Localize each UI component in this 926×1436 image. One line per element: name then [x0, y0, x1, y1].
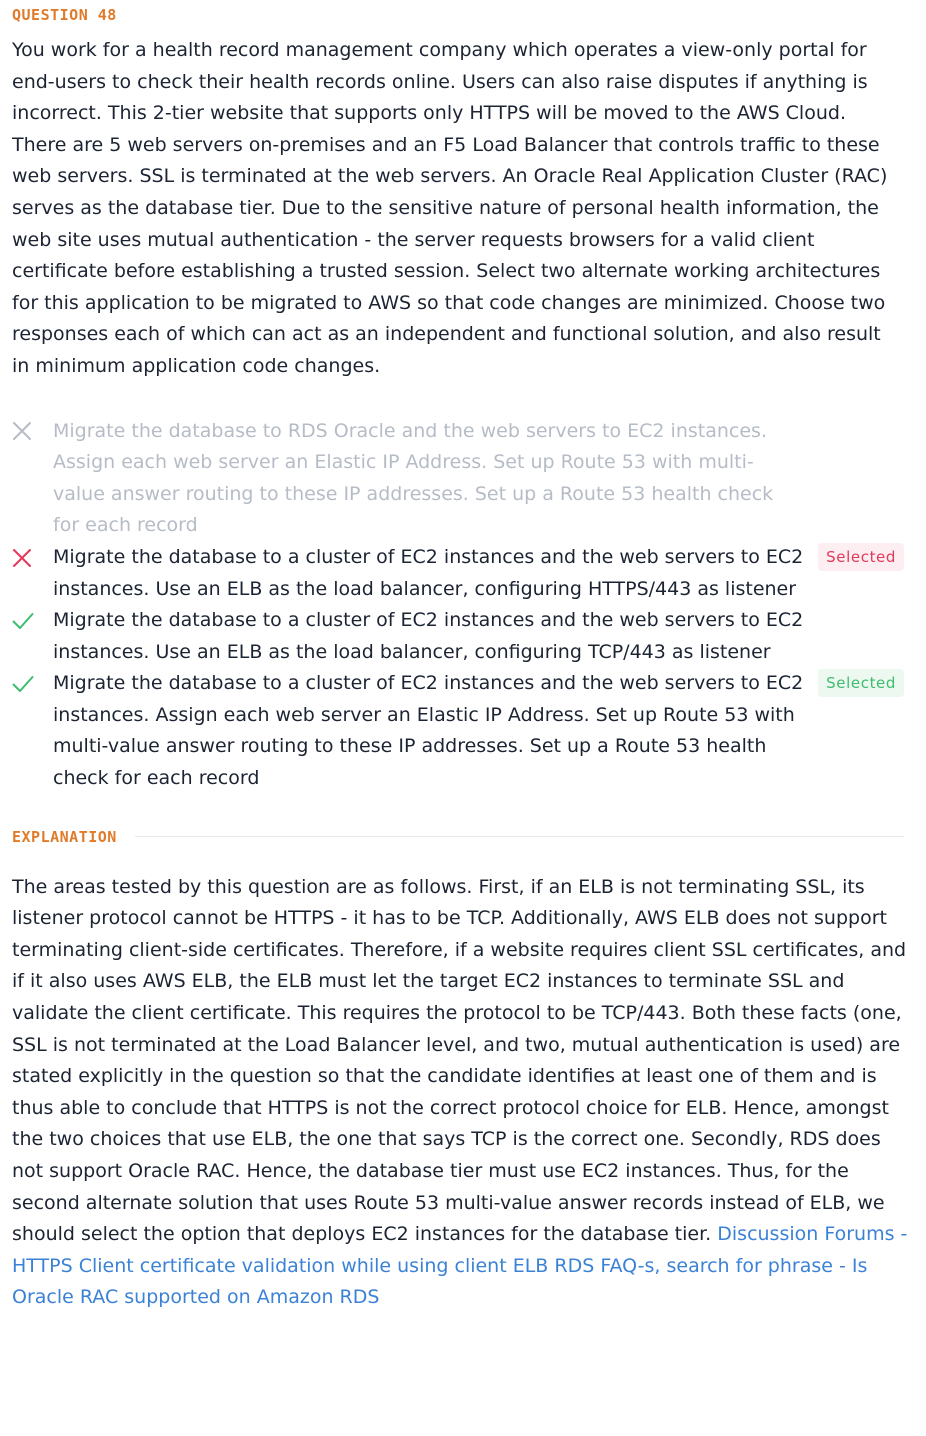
answer-option[interactable]	[12, 416, 914, 542]
answer-option-text: Migrate the database to a cluster of EC2 instances and the web servers to EC2 instances. Use an ELB as the load balancer, configuring TCP/443 as listener	[53, 609, 804, 663]
question-number-label: QUESTION 48	[12, 6, 117, 24]
divider	[135, 836, 904, 837]
check-icon	[12, 605, 53, 637]
answer-options	[12, 416, 914, 795]
explanation-text	[12, 872, 908, 1314]
explanation-label: EXPLANATION	[12, 827, 117, 846]
explanation-header	[12, 825, 914, 849]
cross-icon	[12, 542, 53, 574]
selected-badge: Selected	[818, 543, 904, 571]
answer-option[interactable]	[12, 668, 914, 794]
answer-option-text: Migrate the database to a cluster of EC2 instances and the web servers to EC2 instances. Use an ELB as the load balancer, configuring HTTPS/443 as listener	[53, 545, 804, 600]
reference-link[interactable]: Discussion Forums - HTTPS Client certificate validation while using client ELB RDS FAQ-s, search for phrase - Is Oracle RAC supported on Amazon RDS	[12, 1223, 908, 1309]
answer-option[interactable]	[12, 542, 914, 605]
cross-icon	[12, 416, 53, 448]
answer-option-text: Migrate the database to RDS Oracle and the web servers to EC2 instances. Assign each web server an Elastic IP Address. Set up Route 53 with multi-value answer routing to these IP addresses. Set up a Route 53 health check for each record	[53, 419, 774, 537]
selected-badge: Selected	[818, 669, 904, 697]
explanation-body: The areas tested by this question are as follows. First, if an ELB is not terminating SSL, its listener protocol cannot be HTTPS - it has to be TCP. Additionally, AWS ELB does not support terminating client-side certificates. Therefore, if a website requires client SSL certificates, and if it also uses AWS ELB, the ELB must let the target EC2 instances to terminate SSL and validate the client certificate. This requires the protocol to be TCP/443. Both these facts (one, SSL is not terminated at the Load Balancer level, and two, mutual authentication is used) are stated explicitly in the question so that the candidate identifies at least one of them and is thus able to conclude that HTTPS is not the correct protocol choice for ELB. Hence, amongst the two choices that use ELB, the one that says TCP is the correct one. Secondly, RDS does not support Oracle RAC. Hence, the database tier must use EC2 instances. Thus, for the second alternate solution that uses Route 53 multi-value answer records instead of ELB, we should select the option that deploys EC2 instances for the database tier.	[12, 875, 907, 1246]
question-text: You work for a health record management company which operates a view-only portal for end-users to check their health records online. Users can also raise disputes if anything is incorrect. This 2-tier website that supports only HTTPS will be moved to the AWS Cloud. There are 5 web servers on-premises and an F5 Load Balancer that controls traffic to these web servers. SSL is terminated at the web servers. An Oracle Real Application Cluster (RAC) serves as the database tier. Due to the sensitive nature of personal health information, the web site uses mutual authentication - the server requests browsers for a valid client certificate before establishing a trusted session. Select two alternate working architectures for this application to be migrated to AWS so that code changes are minimized. Choose two responses each of which can act as an independent and functional solution, and also result in minimum application code changes.	[12, 39, 888, 377]
answer-option-text: Migrate the database to a cluster of EC2 instances and the web servers to EC2 instances. Assign each web server an Elastic IP Address. Set up Route 53 with multi-value answer routing to these IP addresses. Set up a Route 53 health check for each record	[53, 672, 804, 790]
answer-option[interactable]	[12, 605, 914, 668]
check-icon	[12, 668, 53, 700]
